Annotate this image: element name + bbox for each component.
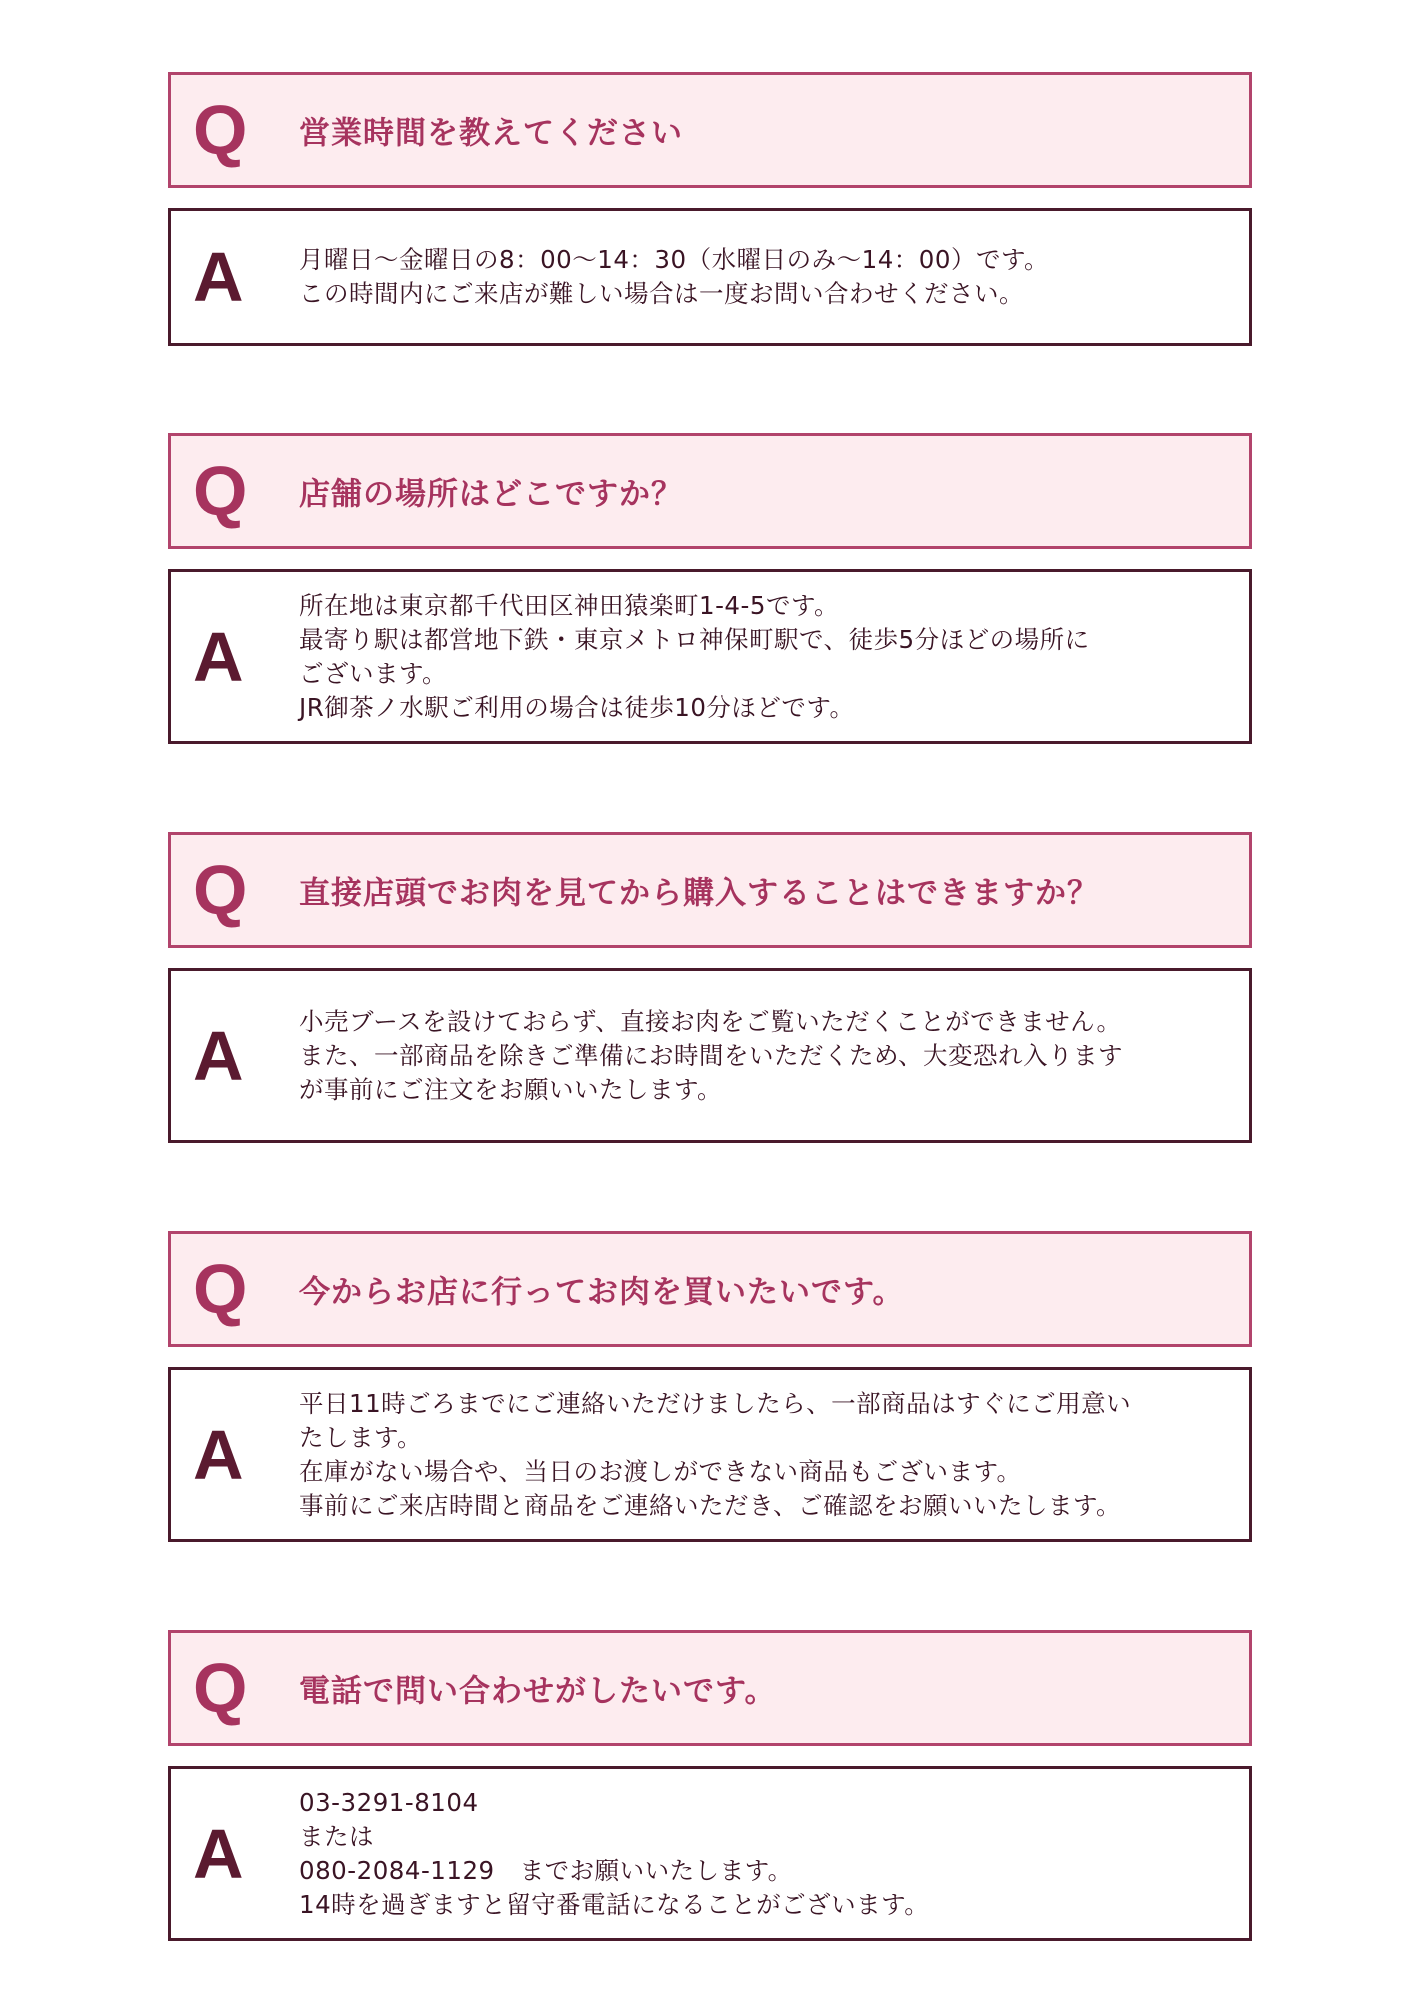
answer-marker: A xyxy=(193,238,244,316)
answer-text xyxy=(299,243,1219,311)
question-box xyxy=(168,832,1252,948)
answer-marker: A xyxy=(193,617,244,696)
answer-line: または xyxy=(299,1821,374,1851)
question-marker: Q xyxy=(193,452,248,530)
question-box xyxy=(168,1630,1252,1746)
answer-line: 最寄り駅は都営地下鉄・東京メトロ神保町駅で、徒歩5分ほどの場所に xyxy=(299,624,1090,654)
answer-line: 平日11時ごろまでにご連絡いただけましたら、一部商品はすぐにご用意い xyxy=(299,1388,1132,1418)
question-box xyxy=(168,72,1252,188)
question-marker: Q xyxy=(193,91,248,169)
answer-line: 所在地は東京都千代田区神田猿楽町1-4-5です。 xyxy=(299,590,839,620)
question-text: 直接店頭でお肉を見てから購入することはできますか？ xyxy=(299,875,1099,912)
answer-line: 03-3291-8104 xyxy=(299,1787,479,1817)
answer-marker: A xyxy=(193,1814,244,1893)
answer-line: また、一部商品を除きご準備にお時間をいただくため、大変恐れ入ります xyxy=(299,1040,1124,1070)
answer-box xyxy=(168,1766,1252,1941)
answer-line: 在庫がない場合や、当日のお渡しができない商品もございます。 xyxy=(299,1456,1022,1486)
question-text: 店舗の場所はどこですか？ xyxy=(299,476,683,513)
question-text: 営業時間を教えてください xyxy=(299,115,683,152)
answer-line: 事前にご来店時間と商品をご連絡いただき、ご確認をお願いいたします。 xyxy=(299,1490,1122,1520)
answer-text xyxy=(299,589,1219,725)
answer-line: が事前にご注文をお願いいたします。 xyxy=(299,1074,723,1104)
question-text: 今からお店に行ってお肉を買いたいです。 xyxy=(299,1274,905,1311)
answer-line: 小売ブースを設けておらず、直接お肉をご覧いただくことができません。 xyxy=(299,1006,1122,1036)
answer-marker: A xyxy=(193,1415,244,1494)
answer-line: JR御茶ノ水駅ご利用の場合は徒歩10分ほどです。 xyxy=(299,692,855,722)
answer-text xyxy=(299,1005,1219,1107)
answer-box xyxy=(168,968,1252,1143)
question-text: 電話で問い合わせがしたいです。 xyxy=(299,1673,777,1710)
answer-line: 14時を過ぎますと留守番電話になることがございます。 xyxy=(299,1889,930,1919)
question-marker: Q xyxy=(193,851,248,929)
answer-box xyxy=(168,1367,1252,1542)
question-marker: Q xyxy=(193,1649,248,1727)
answer-box xyxy=(168,208,1252,346)
answer-line: ございます。 xyxy=(299,658,448,688)
answer-marker: A xyxy=(193,1016,244,1095)
question-box xyxy=(168,433,1252,549)
answer-line: 080-2084-1129 までお願いいたします。 xyxy=(299,1855,793,1885)
question-box xyxy=(168,1231,1252,1347)
answer-line: 月曜日～金曜日の8：00～14：30（水曜日のみ～14：00）です。 xyxy=(299,245,1050,274)
answer-text xyxy=(299,1786,1219,1922)
answer-box xyxy=(168,569,1252,744)
answer-text xyxy=(299,1387,1219,1523)
question-marker: Q xyxy=(193,1250,248,1328)
answer-line: この時間内にご来店が難しい場合は一度お問い合わせください。 xyxy=(299,279,1024,308)
answer-line: たします。 xyxy=(299,1422,423,1452)
